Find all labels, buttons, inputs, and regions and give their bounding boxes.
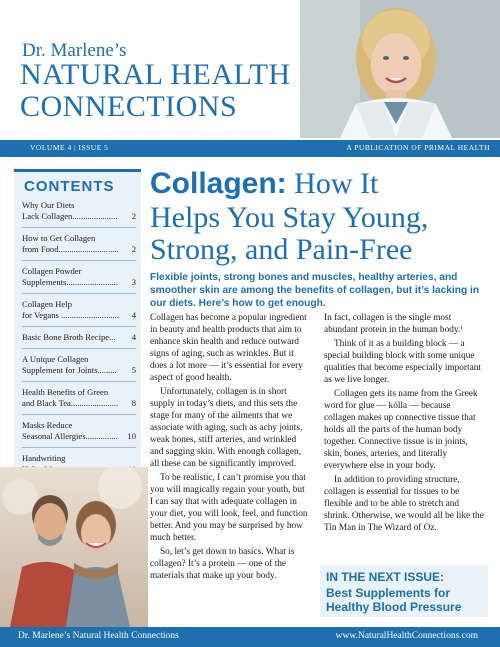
contents-item[interactable] <box>22 354 136 382</box>
contents-item-line1: Basic Bone Broth Recipe... <box>22 332 116 342</box>
title-highlight: Collagen: <box>150 167 287 200</box>
next-issue-box <box>320 565 488 617</box>
contents-item-line1: Handwriting <box>22 453 66 463</box>
contents-item-line2: Supplements........................ <box>22 277 118 287</box>
contents-item-line1: How to Get Collagen <box>22 233 96 243</box>
contents-item-line1: Masks Reduce <box>22 420 73 430</box>
article-paragraph: So, let’s get down to basics. What is collagen? It’s a protein — one of the materials that make up your body. <box>150 547 295 581</box>
article-column-left <box>150 312 310 584</box>
contents-item-line2: Supplement for Joints......... <box>22 365 117 375</box>
next-issue-line1: Best Supplements for <box>326 586 451 600</box>
contents-item[interactable] <box>22 387 136 415</box>
contents-item[interactable] <box>22 332 136 349</box>
footer-title: Dr. Marlene’s Natural Health Connections <box>18 631 179 641</box>
article-paragraph: In fact, collagen is the single most abundant protein in the human body.¹ <box>324 313 464 335</box>
contents-item-line2: Lack Collagen..................... <box>22 211 118 221</box>
contents-item[interactable] <box>22 420 136 448</box>
masthead-pre: Dr. Marlene’s <box>22 40 127 61</box>
article-dek: Flexible joints, strong bones and muscles, healthy arteries, and smoother skin are among the benefits of collagen, but it’s lacking in our diets. Here’s how to get enough. <box>150 272 480 309</box>
article-title-line3: Strong, and Pain-Free <box>150 233 413 266</box>
next-issue-header: IN THE NEXT ISSUE: <box>326 570 445 584</box>
main-article <box>150 160 490 626</box>
contents-item-line2: from Food............................ <box>22 244 119 254</box>
couple-photo <box>0 467 148 627</box>
article-paragraph: Collagen gets its name from the Greek word for glue — kólla — because collagen makes up connective tissue that holds all the parts of the human body together. Connective tissue is in joints, skin, bones, arteries, and literally everywhere else in your body. <box>324 389 478 471</box>
contents-title: CONTENTS <box>24 178 115 195</box>
publisher-line: A PUBLICATION OF PRIMAL HEALTH <box>346 143 490 152</box>
contents-item-page: 2 <box>131 244 136 254</box>
article-paragraph: Unfortunately, collagen is in short supply in today’s diets, and this sets the stage for many of the ailments that we associate with aging, such as achy joints, weak bones, stiff arteries, and wrinkled and sagging skin. With enough collagen, all these can be significantly improved. <box>150 387 303 469</box>
article-paragraph: To be realistic, I can’t promise you that you will magically regain your youth, but I can say that with adequate collagen in your diet, you will look, feel, and function better. And you may be surprised by how much better. <box>150 473 308 543</box>
contents-item-line1: Collagen Powder <box>22 266 82 276</box>
contents-item[interactable] <box>22 233 136 261</box>
article-paragraph: Collagen has become a popular ingredient in beauty and health products that aim to enhance skin health and reduce outward signs of aging, such as wrinkles. But it does a lot more — it’s essential for every aspect of good health. <box>150 313 307 383</box>
article-title-line2: Helps You Stay Young, <box>150 201 429 234</box>
contents-item-page: 4 <box>131 332 136 342</box>
volume-issue: VOLUME 4 | ISSUE 5 <box>30 143 109 152</box>
next-issue-line2: Healthy Blood Pressure <box>326 600 462 614</box>
contents-item-line1: Health Benefits of Green <box>22 387 109 397</box>
masthead <box>0 0 500 138</box>
article-paragraph: In addition to providing structure, collagen is essential for tissues to be flexible and to be able to stretch and shrink. Otherwise, we would all be like the Tin Man in The Wizard of Oz. <box>324 475 484 533</box>
contents-item-page: 5 <box>131 365 136 375</box>
contents-item-line1: A Unique Collagen <box>22 354 89 364</box>
title-rest: How It <box>286 167 379 200</box>
article-title-line1 <box>150 168 490 200</box>
contents-item[interactable] <box>22 266 136 294</box>
article-paragraph: Think of it as a building block — a special building block with some unique qualities that become especially important as we live longer. <box>324 339 481 385</box>
contents-item-page: 8 <box>131 398 136 408</box>
portrait-photo <box>300 0 500 138</box>
next-issue-topic <box>326 586 461 614</box>
contents-item-page: 3 <box>131 277 136 287</box>
contents-item[interactable] <box>22 299 136 327</box>
masthead-line1: NATURAL HEALTH <box>20 58 291 91</box>
contents-item-page: 2 <box>131 211 136 221</box>
masthead-line2: CONNECTIONS <box>20 90 238 123</box>
contents-item-line2: for Vegans ........................... <box>22 310 119 320</box>
contents-item-page: 10 <box>127 431 136 441</box>
contents-item-line2: and Black Tea...................... <box>22 398 119 408</box>
issue-bar <box>0 140 500 157</box>
contents-item-line2: Seasonal Allergies............... <box>22 431 118 441</box>
contents-item[interactable] <box>22 200 136 228</box>
contents-item-page: 4 <box>131 310 136 320</box>
footer <box>0 627 500 647</box>
article-column-right <box>324 312 484 536</box>
contents-item-line1: Collagen Help <box>22 299 72 309</box>
footer-url[interactable]: www.NaturalHealthConnections.com <box>335 631 478 641</box>
contents-item-line1: Why Our Diets <box>22 200 75 210</box>
